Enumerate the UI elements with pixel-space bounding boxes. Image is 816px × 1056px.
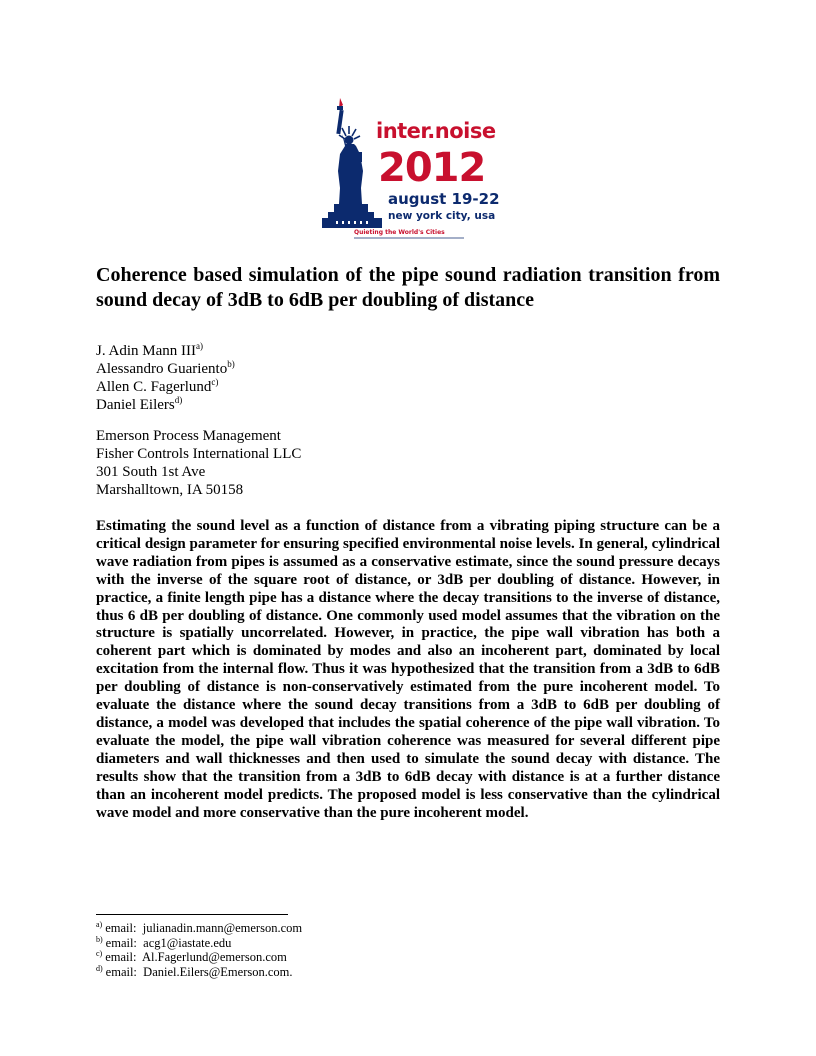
- logo-title: inter.noise: [376, 119, 496, 143]
- author: J. Adin Mann III$^{a)}$: [96, 341, 203, 359]
- affiliation-line: Emerson Process Management: [96, 428, 281, 444]
- author-list: [96, 342, 235, 414]
- email-link[interactable]: acg1@iastate.edu: [143, 935, 232, 950]
- conference-logo: [318, 96, 504, 242]
- affiliation-line: Fisher Controls International LLC: [96, 446, 302, 462]
- affiliation: [96, 427, 301, 499]
- footnote-divider: [96, 914, 288, 915]
- logo-location: new york city, usa: [388, 210, 496, 222]
- email-link[interactable]: Al.Fagerlund@emerson.com: [142, 950, 287, 964]
- footnote: $^{a)}$ email: julianadin.mann@emerson.com: [96, 920, 303, 935]
- author: Daniel Eilers$^{d)}$: [96, 395, 183, 413]
- abstract: Estimating the sound level as a function of distance from a vibrating piping structure can be a critical design parameter for ensuring specified environmental noise levels. In general, cylindrical wave radiation from pipes is assumed as a conservative estimate, since the sound pressure decays with the inverse of the square root of distance, or 3dB per doubling of distance. However, in practice, a finite length pipe has a distance where the decay transitions to the inverse of distance, thus 6 dB per doubling of distance. One commonly used model assumes that the vibration on the structure is spatially uncorrelated. However, in practice, the pipe wall vibration has both a coherent part which is dominated by modes and also an incoherent part, dominated by local excitation from the internal flow. Thus it was hypothesized that the transition from a 3dB to 6dB per doubling of distance is non-conservatively estimated from the pure incoherent model. To evaluate the distance where the sound decay transitions from a 3dB to 6dB per doubling of distance, a model was developed that includes the spatial coherence of the pipe wall vibration. To evaluate the model, the pipe wall vibration coherence was measured for several different pipe diameters and wall thicknesses and then used to simulate the sound decay with distance. The results show that the transition from a 3dB to 6dB decay with distance is at a further distance than an incoherent model predicts. The proposed model is less conservative than the cylindrical wave model and more conservative than the pure incoherent model.: [96, 518, 720, 821]
- footnote: $^{c)}$ email: Al.Fagerlund@emerson.com: [96, 949, 287, 964]
- email-link[interactable]: julianadin.mann@emerson.com: [142, 921, 303, 935]
- author: Allen C. Fagerlund$^{c)}$: [96, 377, 219, 395]
- logo-year: 2012: [378, 145, 486, 191]
- logo-tagline: Quieting the World's Cities: [354, 229, 445, 236]
- footnote: $^{d)}$ email: Daniel.Eilers@Emerson.com.: [96, 963, 293, 979]
- footnote: $^{b)}$ email: acg1@iastate.edu: [96, 934, 232, 950]
- logo-dates: august 19-22: [388, 190, 500, 208]
- footnotes: [96, 921, 302, 979]
- author: Alessandro Guariento$^{b)}$: [96, 359, 235, 377]
- affiliation-line: 301 South 1st Ave: [96, 464, 206, 480]
- email-link[interactable]: Daniel.Eilers@Emerson.com.: [143, 964, 293, 979]
- affiliation-line: Marshalltown, IA 50158: [96, 482, 244, 498]
- paper-title: Coherence based simulation of the pipe sound radiation transition from sound decay of 3dB to 6dB per doubling of distance: [96, 264, 720, 311]
